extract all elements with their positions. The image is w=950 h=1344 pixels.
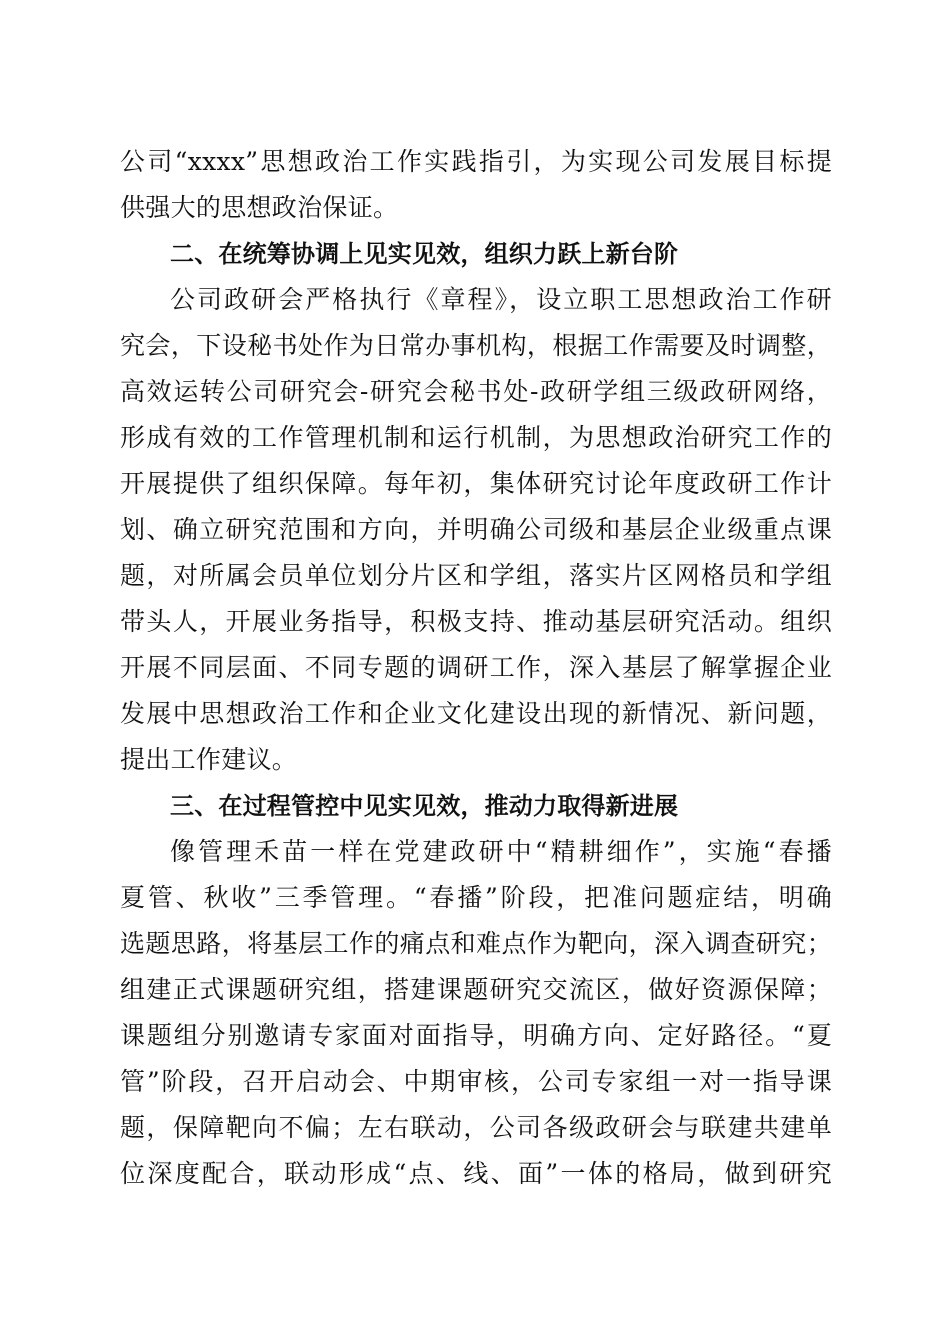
paragraph-line: 公司政研会严格执行《章程》，设立职工思想政治工作研 [170,285,832,314]
paragraph-line: 发展中思想政治工作和企业文化建设出现的新情况、新问题， [120,699,832,728]
paragraph-line: 高效运转公司研究会-研究会秘书处-政研学组三级政研网络， [120,377,832,406]
paragraph-line: 提出工作建议。 [120,745,298,774]
paragraph-line: 选题思路，将基层工作的痛点和难点作为靶向，深入调查研究； [120,929,832,958]
paragraph-line: 像管理禾苗一样在党建政研中“精耕细作”，实施“春播 [170,837,832,866]
paragraph-line: 划、确立研究范围和方向，并明确公司级和基层企业级重点课 [120,515,832,544]
paragraph-line: 究会，下设秘书处作为日常办事机构，根据工作需要及时调整， [120,331,832,360]
paragraph-line: 课题组分别邀请专家面对面指导，明确方向、定好路径。“夏 [120,1021,832,1050]
paragraph-line: 开展提供了组织保障。每年初，集体研究讨论年度政研工作计 [120,469,832,498]
paragraph-line: 带头人，开展业务指导，积极支持、推动基层研究活动。组织 [120,607,832,636]
paragraph-line: 夏管、秋收”三季管理。“春播”阶段，把准问题症结，明确 [120,883,832,912]
paragraph-line: 开展不同层面、不同专题的调研工作，深入基层了解掌握企业 [120,653,832,682]
paragraph-line: 组建正式课题研究组，搭建课题研究交流区，做好资源保障； [120,975,832,1004]
paragraph-line: 形成有效的工作管理机制和运行机制，为思想政治研究工作的 [120,423,832,452]
section-heading-3: 三、在过程管控中见实见效，推动力取得新进展 [170,792,679,820]
paragraph-line: 题，保障靶向不偏；左右联动，公司各级政研会与联建共建单 [120,1113,832,1142]
paragraph-line: 管”阶段，召开启动会、中期审核，公司专家组一对一指导课 [120,1067,832,1096]
paragraph-line: 位深度配合，联动形成“点、线、面”一体的格局，做到研究 [120,1159,832,1188]
paragraph-line: 题，对所属会员单位划分片区和学组，落实片区网格员和学组 [120,561,832,590]
section-heading-2: 二、在统筹协调上见实见效，组织力跃上新台阶 [170,240,679,268]
paragraph-line: 公司“xxxx”思想政治工作实践指引，为实现公司发展目标提 [120,147,832,176]
paragraph-line: 供强大的思想政治保证。 [120,193,399,222]
